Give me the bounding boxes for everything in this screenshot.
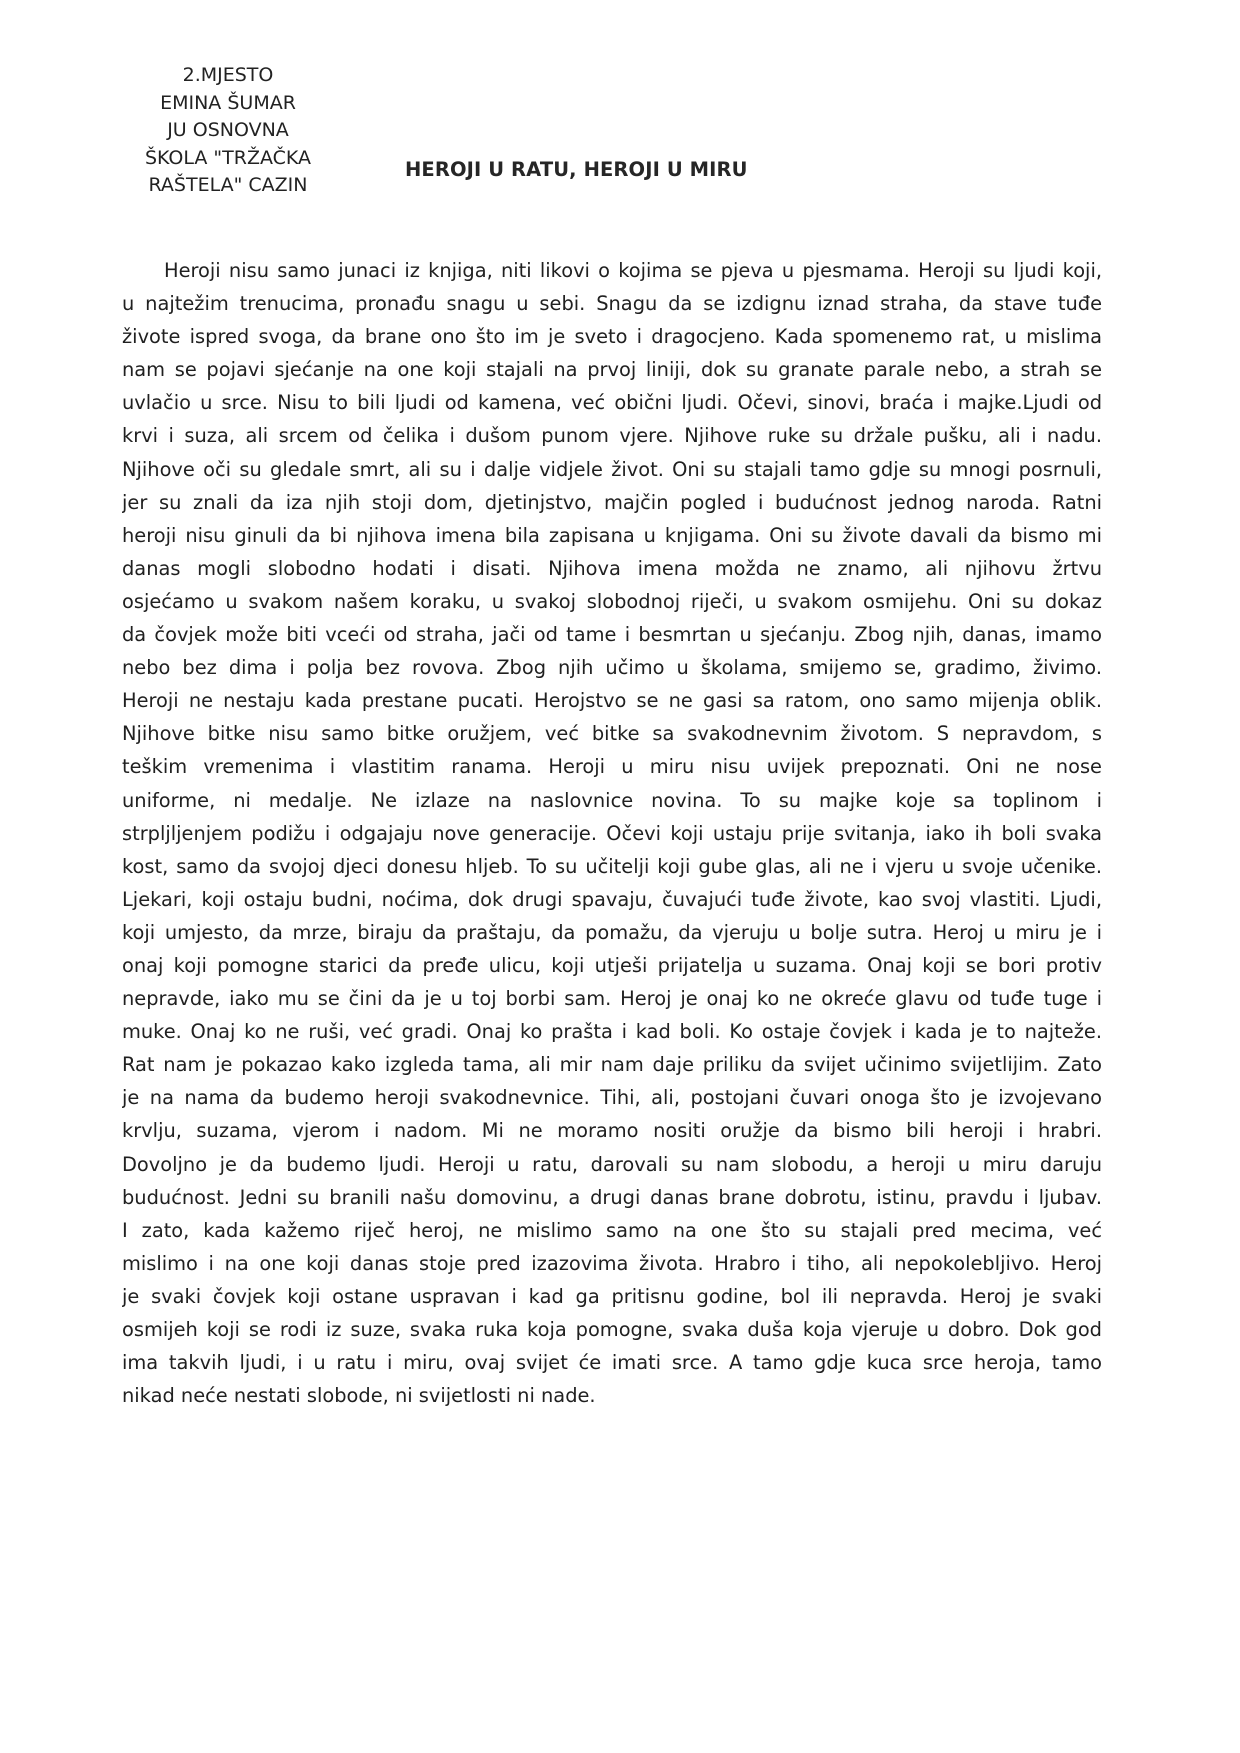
paragraph-line: je svaki čovjek koji ostane uspravan i kad ga pritisnu godine, bol ili nepravda. Heroj je svaki <box>122 1284 1102 1308</box>
paragraph-line: u najtežim trenucima, pronađu snagu u sebi. Snagu da se izdignu iznad straha, da stave tuđe <box>122 292 1102 316</box>
paragraph-line: danas mogli slobodno hodati i disati. Njihova imena možda ne znamo, ali njihovu žrtvu <box>122 556 1102 580</box>
paragraph-line: nikad neće nestati slobode, ni svijetlosti ni nade. <box>122 1384 596 1408</box>
paragraph-line: osmijeh koji se rodi iz suze, svaka ruka koja pomogne, svaka duša koja vjeruje u dobro. Dok god <box>122 1318 1102 1341</box>
placement-label: 2.MJESTO <box>182 64 274 86</box>
paragraph-line: ima takvih ljudi, i u ratu i miru, ovaj svijet će imati srce. A tamo gdje kuca srce heroja, tamo <box>122 1351 1102 1375</box>
school-line-2: ŠKOLA "TRŽAČKA <box>144 146 312 169</box>
paragraph-line: budućnost. Jedni su branili našu domovinu, a drugi danas brane dobrotu, istinu, pravdu i ljubav. <box>122 1185 1102 1209</box>
school-line-1: JU OSNOVNA <box>167 119 289 141</box>
paragraph-line: Dovoljno je da budemo ljudi. Heroji u ratu, darovali su nam slobodu, a heroji u miru daruju <box>122 1152 1102 1176</box>
paragraph-line: teškim vremenima i vlastitim ranama. Heroji u miru nisu uvijek prepoznati. Oni ne nose <box>122 755 1102 779</box>
paragraph-line: nam se pojavi sjećanje na one koji stajali na prvoj liniji, dok su granate parale nebo, a strah se <box>122 358 1102 382</box>
paragraph-line: muke. Onaj ko ne ruši, već gradi. Onaj ko prašta i kad boli. Ko ostaje čovjek i kada je to najteže. <box>122 1020 1102 1044</box>
paragraph-line: onaj koji pomogne starici da pređe ulicu, koji utješi prijatelja u suzama. Onaj koji se bori protiv <box>122 953 1102 977</box>
paragraph-line: Heroji ne nestaju kada prestane pucati. Herojstvo se ne gasi sa ratom, ono samo mijenja oblik. <box>122 689 1102 713</box>
paragraph-line: koji umjesto, da mrze, biraju da praštaju, da pomažu, da vjeruju u bolje sutra. Heroj u miru je i <box>122 920 1102 944</box>
paragraph-line: nepravde, iako mu se čini da je u toj borbi sam. Heroj je onaj ko ne okreće glavu od tuđe tuge i <box>122 987 1102 1011</box>
school-line-3: RAŠTELA" CAZIN <box>148 174 308 196</box>
paragraph-line: Njihove oči su gledale smrt, ali su i dalje vidjele život. Oni su stajali tamo gdje su mnogi posrnuli, <box>122 457 1102 481</box>
paragraph-line: je na nama da budemo heroji svakodnevnice. Tihi, ali, postojani čuvari onoga što je izvojevano <box>122 1086 1102 1110</box>
essay-title: HEROJI U RATU, HEROJI U MIRU <box>405 158 748 181</box>
paragraph-line: krvi i suza, ali srcem od čelika i dušom punom vjere. Njihove ruke su držale pušku, ali i nadu. <box>122 424 1102 448</box>
author-name: EMINA ŠUMAR <box>160 91 296 114</box>
paragraph-line: Heroji nisu samo junaci iz knjiga, niti likovi o kojima se pjeva u pjesmama. Heroji su ljudi koji, <box>164 259 1102 282</box>
paragraph-line: heroji nisu ginuli da bi njihova imena bila zapisana u knjigama. Oni su živote davali da bismo mi <box>122 523 1102 547</box>
author-info <box>130 62 326 200</box>
essay-body <box>122 254 1102 1412</box>
paragraph-line: živote ispred svoga, da brane ono što im je sveto i dragocjeno. Kada spomenemo rat, u mislima <box>122 325 1102 349</box>
paragraph-line: Njihove bitke nisu samo bitke oružjem, već bitke sa svakodnevnim životom. S nepravdom, s <box>122 722 1102 746</box>
paragraph-line: da čovjek može biti vceći od straha, jači od tame i besmrtan u sjećanju. Zbog njih, danas, imamo <box>122 623 1102 647</box>
paragraph-line: uvlačio u srce. Nisu to bili ljudi od kamena, već obični ljudi. Očevi, sinovi, braća i majke.Ljudi od <box>122 391 1102 415</box>
paragraph-line: krvlju, suzama, vjerom i nadom. Mi ne moramo nositi oružje da bismo bili heroji i hrabri. <box>122 1119 1102 1143</box>
paragraph-line: kost, samo da svojoj djeci donesu hljeb. To su učitelji koji gube glas, ali ne i vjeru u svoje učenike. <box>122 854 1102 878</box>
paragraph-line: I zato, kada kažemo riječ heroj, ne mislimo samo na one što su stajali pred mecima, već <box>122 1218 1102 1242</box>
paragraph-line: Ljekari, koji ostaju budni, noćima, dok drugi spavaju, čuvajući tuđe živote, kao svoj vlastiti. Ljudi, <box>122 887 1102 911</box>
paragraph-line: Rat nam je pokazao kako izgleda tama, ali mir nam daje priliku da svijet učinimo svijetlijim. Zato <box>122 1053 1102 1077</box>
paragraph-line: osjećamo u svakom našem koraku, u svakoj slobodnoj riječi, u svakom osmijehu. Oni su dokaz <box>122 589 1102 613</box>
paragraph-line: jer su znali da iza njih stoji dom, djetinjstvo, majčin pogled i budućnost jednog naroda. Ratni <box>122 490 1102 514</box>
paragraph-line: mislimo i na one koji danas stoje pred izazovima života. Hrabro i tiho, ali nepokolebljivo. Heroj <box>122 1251 1102 1275</box>
paragraph-line: uniforme, ni medalje. Ne izlaze na naslovnice novina. To su majke koje sa toplinom i <box>122 788 1102 812</box>
paragraph-line: strpljljenjem podižu i odgajaju nove generacije. Očevi koji ustaju prije svitanja, iako ih boli svaka <box>122 821 1102 845</box>
paragraph-line: nebo bez dima i polja bez rovova. Zbog njih učimo u školama, smijemo se, gradimo, živimo. <box>122 656 1102 680</box>
